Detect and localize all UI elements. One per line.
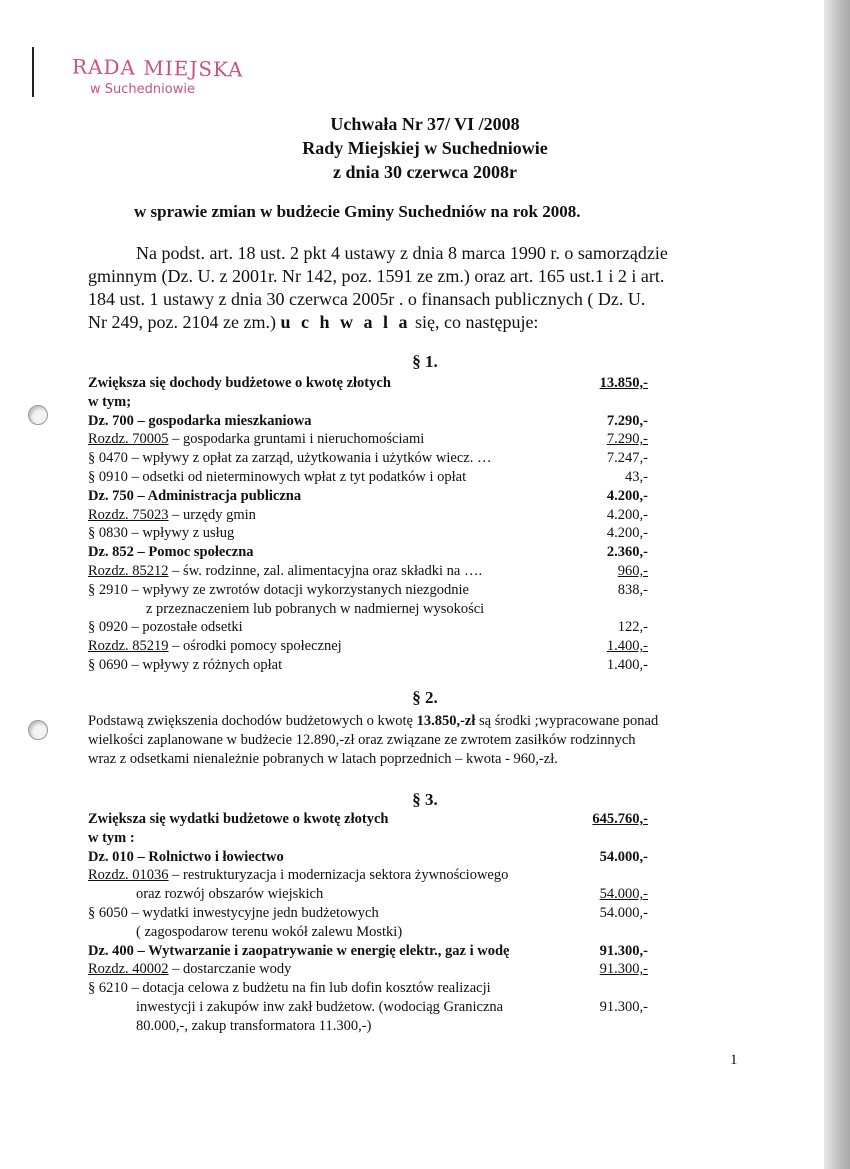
line-amount: 960,- bbox=[617, 562, 648, 579]
line-label: § 0690 – wpływy z różnych opłat bbox=[88, 656, 283, 673]
chapter-desc: – gospodarka gruntami i nieruchomościami bbox=[168, 431, 425, 448]
line-amount: 4.200,- bbox=[606, 525, 648, 542]
paragraph-line: wielkości zaplanowane w budżecie 12.890,-zł oraz związane ze zwrotem zasiłków rodzinnych bbox=[88, 732, 636, 748]
chapter-desc: – św. rodzinne, zal. alimentacyjna oraz składki na …. bbox=[168, 562, 483, 579]
line-amount: 122,- bbox=[617, 619, 648, 636]
line-label bbox=[88, 637, 578, 656]
line-label: Zwiększa się dochody budżetowe o kwotę złotych bbox=[88, 375, 391, 391]
line-item bbox=[88, 885, 648, 904]
resolution-title bbox=[0, 112, 850, 184]
line-label: ( zagospodarow terenu wokół zalewu Mostki) bbox=[136, 923, 403, 940]
paragraph-text: Podstawą zwiększenia dochodów budżetowych o kwotę bbox=[88, 713, 417, 729]
line-item bbox=[88, 1017, 648, 1036]
line-label: § 0910 – odsetki od nieterminowych wpłat z tyt podatków i opłat bbox=[88, 468, 467, 485]
line-amount: 7.290,- bbox=[606, 412, 648, 429]
line-amount: 91.300,- bbox=[599, 961, 648, 978]
stamp-line2: w Suchedniowie bbox=[90, 82, 195, 97]
line-label: 80.000,-, zakup transformatora 11.300,-) bbox=[136, 1017, 372, 1034]
line-item bbox=[88, 979, 648, 998]
preamble-line: Na podst. art. 18 ust. 2 pkt 4 ustawy z dnia 8 marca 1990 r. o samorządzie bbox=[136, 243, 668, 263]
chapter-code: Rozdz. 40002 bbox=[88, 961, 169, 978]
line-label: Dz. 750 – Administracja publiczna bbox=[88, 487, 302, 504]
line-amount: 43,- bbox=[625, 468, 648, 485]
line-amount: 54.000,- bbox=[599, 886, 648, 903]
resolves-word: u c h w a l a bbox=[280, 312, 411, 332]
line-item bbox=[88, 562, 648, 581]
section-2-heading: § 2. bbox=[412, 688, 438, 707]
chapter-code: Rozdz. 70005 bbox=[88, 431, 169, 448]
line-label: § 0470 – wpływy z opłat za zarząd, użytkowania i użytków wiecz. … bbox=[88, 450, 492, 467]
preamble-line bbox=[88, 311, 708, 334]
line-amount: 54.000,- bbox=[599, 848, 648, 865]
line-amount: 7.290,- bbox=[606, 431, 648, 448]
chapter-code: Rozdz. 01036 bbox=[88, 867, 169, 884]
line-label: Dz. 700 – gospodarka mieszkaniowa bbox=[88, 412, 312, 429]
line-label: § 2910 – wpływy ze zwrotów dotacji wykorzystanych niezgodnie bbox=[88, 581, 469, 598]
line-item bbox=[88, 393, 648, 412]
chapter-desc: – ośrodki pomocy społecznej bbox=[168, 638, 342, 655]
line-label bbox=[88, 430, 578, 449]
line-item bbox=[88, 524, 648, 543]
line-item bbox=[88, 449, 648, 468]
line-amount: 91.300,- bbox=[599, 942, 648, 959]
line-amount: 91.300,- bbox=[599, 998, 648, 1015]
punch-hole bbox=[28, 405, 48, 425]
line-item bbox=[88, 656, 648, 675]
line-label: inwestycji i zakupów inw zakł budżetow. (wodociąg Graniczna bbox=[136, 998, 504, 1015]
line-item bbox=[88, 923, 648, 942]
margin-mark bbox=[32, 47, 34, 97]
line-item bbox=[88, 430, 648, 449]
line-item bbox=[88, 998, 648, 1017]
line-label: § 6210 – dotacja celowa z budżetu na fin lub dofin kosztów realizacji bbox=[88, 980, 491, 997]
line-amount: 838,- bbox=[617, 581, 648, 598]
title-line3: z dnia 30 czerwca 2008r bbox=[333, 162, 517, 182]
line-label: Dz. 010 – Rolnictwo i łowiectwo bbox=[88, 848, 284, 865]
line-item bbox=[88, 412, 648, 431]
line-item bbox=[88, 810, 648, 829]
line-item bbox=[88, 506, 648, 525]
line-amount: 4.200,- bbox=[606, 506, 648, 523]
paragraph-text: są środki ;wypracowane ponad bbox=[475, 713, 659, 729]
line-label bbox=[88, 562, 578, 581]
stamp-line1: RADA MIEJSKA bbox=[71, 54, 244, 82]
chapter-code: Rozdz. 85212 bbox=[88, 562, 169, 579]
chapter-code: Rozdz. 75023 bbox=[88, 506, 169, 523]
line-item bbox=[88, 942, 648, 961]
line-label: w tym : bbox=[88, 829, 135, 846]
line-label: Zwiększa się wydatki budżetowe o kwotę złotych bbox=[88, 811, 389, 827]
line-amount: 13.850,- bbox=[599, 375, 648, 391]
preamble-line: 184 ust. 1 ustawy z dnia 30 czerwca 2005r . o finansach publicznych ( Dz. U. bbox=[88, 289, 646, 309]
line-label: § 0920 – pozostałe odsetki bbox=[88, 619, 243, 636]
line-item bbox=[88, 543, 648, 562]
council-stamp bbox=[72, 56, 244, 97]
line-amount: 4.200,- bbox=[606, 487, 648, 504]
line-item bbox=[88, 374, 648, 393]
line-item bbox=[88, 960, 648, 979]
preamble-line: gminnym (Dz. U. z 2001r. Nr 142, poz. 1591 ze zm.) oraz art. 165 ust.1 i 2 i art. bbox=[88, 266, 665, 286]
chapter-desc: – urzędy gmin bbox=[168, 506, 256, 523]
line-item bbox=[88, 487, 648, 506]
amount-bold: 13.850,-zł bbox=[416, 713, 476, 729]
line-amount: 2.360,- bbox=[606, 544, 648, 561]
resolution-subject: w sprawie zmian w budżecie Gminy Suchedniów na rok 2008. bbox=[134, 202, 581, 221]
section-1-heading: § 1. bbox=[412, 352, 438, 371]
section-1-lines bbox=[88, 374, 648, 675]
line-amount: 1.400,- bbox=[606, 638, 648, 655]
line-amount: 54.000,- bbox=[599, 904, 648, 921]
title-line2: Rady Miejskiej w Suchedniowie bbox=[302, 138, 548, 158]
line-label: Dz. 852 – Pomoc społeczna bbox=[88, 544, 254, 561]
line-label bbox=[88, 506, 578, 525]
line-item bbox=[88, 829, 648, 848]
preamble bbox=[88, 242, 708, 334]
section-3-heading: § 3. bbox=[412, 790, 438, 809]
preamble-text: Nr 249, poz. 2104 ze zm.) bbox=[88, 312, 281, 332]
preamble-text: się, co następuje: bbox=[410, 312, 539, 332]
chapter-desc: – restrukturyzacja i modernizacja sektora żywnościowego bbox=[168, 867, 509, 884]
line-label: w tym; bbox=[88, 393, 132, 410]
line-label bbox=[88, 866, 578, 885]
line-label: § 0830 – wpływy z usług bbox=[88, 525, 235, 542]
line-label: oraz rozwój obszarów wiejskich bbox=[136, 886, 324, 903]
section-2-paragraph bbox=[88, 712, 748, 769]
line-item bbox=[88, 618, 648, 637]
line-label: § 6050 – wydatki inwestycyjne jedn budżetowych bbox=[88, 904, 379, 921]
line-label: z przeznaczeniem lub pobranych w nadmiernej wysokości bbox=[146, 600, 485, 617]
line-label: Dz. 400 – Wytwarzanie i zaopatrywanie w energię elektr., gaz i wodę bbox=[88, 942, 510, 959]
line-item bbox=[88, 637, 648, 656]
chapter-desc: – dostarczanie wody bbox=[168, 961, 292, 978]
line-label bbox=[88, 960, 578, 979]
paragraph-line: wraz z odsetkami nienależnie pobranych w latach poprzednich – kwota - 960,-zł. bbox=[88, 751, 558, 767]
line-amount: 645.760,- bbox=[592, 811, 648, 827]
line-item bbox=[88, 866, 648, 885]
line-item bbox=[88, 600, 648, 619]
punch-hole bbox=[28, 720, 48, 740]
line-item bbox=[88, 904, 648, 923]
line-item bbox=[88, 848, 648, 867]
paragraph-line bbox=[88, 712, 748, 731]
line-item bbox=[88, 581, 648, 600]
title-line1: Uchwała Nr 37/ VI /2008 bbox=[330, 114, 520, 134]
section-3-lines bbox=[88, 810, 648, 1036]
line-item bbox=[88, 468, 648, 487]
line-amount: 7.247,- bbox=[606, 450, 648, 467]
page-number: 1 bbox=[730, 1052, 738, 1068]
line-amount: 1.400,- bbox=[606, 656, 648, 673]
chapter-code: Rozdz. 85219 bbox=[88, 638, 169, 655]
